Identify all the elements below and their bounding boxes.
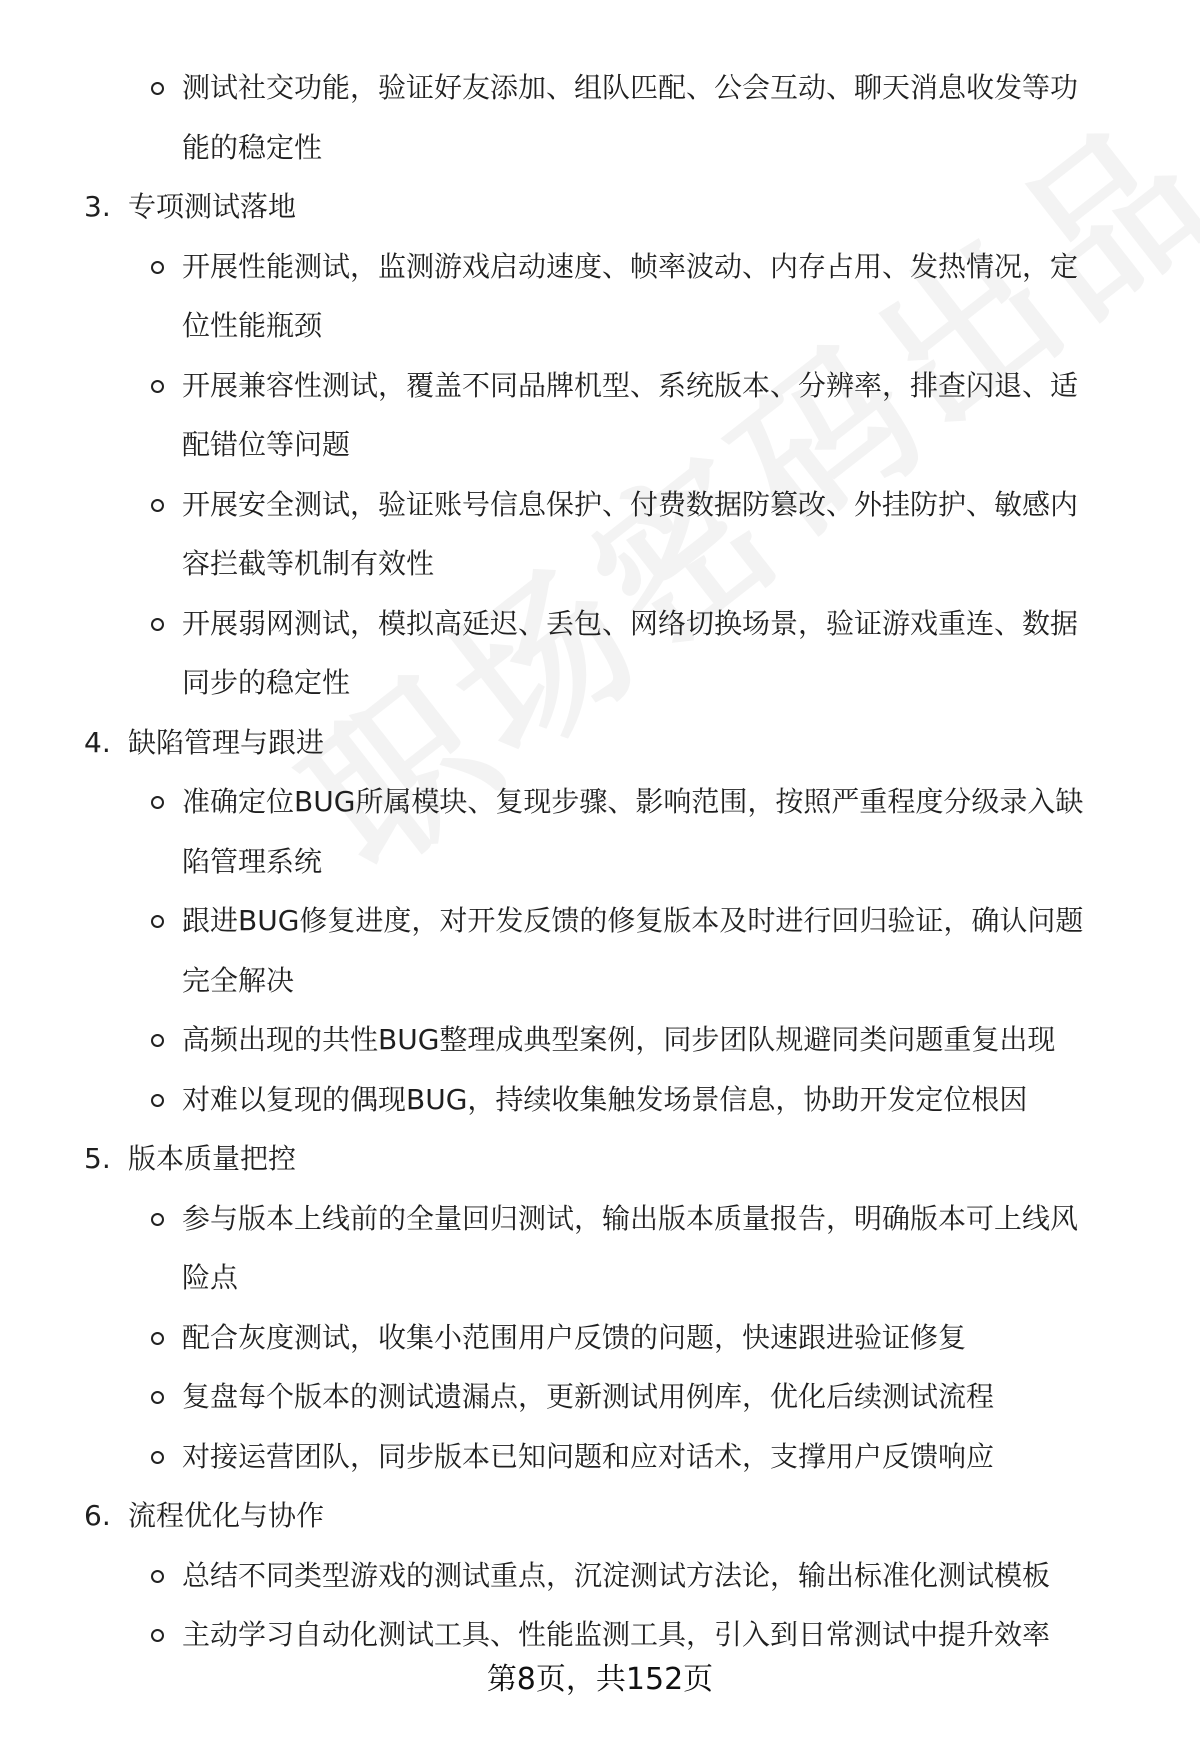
- bullet-item: 总结不同类型游戏的测试重点，沉淀测试方法论，输出标准化测试模板: [0, 1546, 1200, 1606]
- bullet-item: 开展安全测试，验证账号信息保护、付费数据防篡改、外挂防护、敏感内: [0, 475, 1200, 535]
- numbered-heading: [0, 1486, 1200, 1546]
- bullet-item: 主动学习自动化测试工具、性能监测工具，引入到日常测试中提升效率: [0, 1605, 1200, 1665]
- heading-number: 3.: [84, 190, 111, 223]
- bullet-item: 配合灰度测试，收集小范围用户反馈的问题，快速跟进验证修复: [0, 1308, 1200, 1368]
- document-body: [0, 58, 1200, 1665]
- heading-text: 流程优化与协作: [128, 1499, 325, 1532]
- heading-text: 缺陷管理与跟进: [128, 725, 325, 759]
- bullet-item-continuation: 险点: [182, 1261, 239, 1294]
- bullet-item: 准确定位BUG所属模块、复现步骤、影响范围，按照严重程度分级录入缺: [0, 772, 1200, 832]
- bullet-item: 测试社交功能，验证好友添加、组队匹配、公会互动、聊天消息收发等功: [0, 58, 1200, 118]
- heading-number: 6.: [84, 1499, 111, 1532]
- bullet-item-continuation: 容拦截等机制有效性: [182, 547, 435, 580]
- bullet-item-continuation: 同步的稳定性: [182, 666, 351, 699]
- bullet-item: 跟进BUG修复进度，对开发反馈的修复版本及时进行回归验证，确认问题: [0, 891, 1200, 951]
- bullet-item: 对接运营团队，同步版本已知问题和应对话术，支撑用户反馈响应: [0, 1427, 1200, 1487]
- bullet-item: 参与版本上线前的全量回归测试，输出版本质量报告，明确版本可上线风: [0, 1189, 1200, 1249]
- numbered-heading: [0, 177, 1200, 237]
- heading-number: 5.: [84, 1142, 111, 1175]
- bullet-item-continuation: 完全解决: [182, 963, 295, 997]
- bullet-item: 高频出现的共性BUG整理成典型案例，同步团队规避同类问题重复出现: [0, 1010, 1200, 1070]
- bullet-item-continuation: 位性能瓶颈: [182, 309, 323, 342]
- bullet-item: 复盘每个版本的测试遗漏点，更新测试用例库，优化后续测试流程: [0, 1367, 1200, 1427]
- bullet-item-continuation: 陷管理系统: [182, 844, 323, 878]
- numbered-heading: [0, 713, 1200, 773]
- heading-text: 版本质量把控: [128, 1142, 297, 1175]
- numbered-heading: [0, 1129, 1200, 1189]
- bullet-item-continuation: 能的稳定性: [182, 130, 323, 164]
- heading-text: 专项测试落地: [128, 190, 297, 223]
- heading-number: 4.: [84, 725, 111, 759]
- bullet-item: 开展兼容性测试，覆盖不同品牌机型、系统版本、分辨率，排查闪退、适: [0, 356, 1200, 416]
- bullet-item-continuation: 配错位等问题: [182, 428, 351, 461]
- bullet-item: 开展弱网测试，模拟高延迟、丢包、网络切换场景，验证游戏重连、数据: [0, 594, 1200, 654]
- bullet-item: 对难以复现的偶现BUG，持续收集触发场景信息，协助开发定位根因: [0, 1070, 1200, 1130]
- bullet-item: 开展性能测试，监测游戏启动速度、帧率波动、内存占用、发热情况，定: [0, 237, 1200, 297]
- page-footer: 第8页，共152页: [486, 1662, 714, 1697]
